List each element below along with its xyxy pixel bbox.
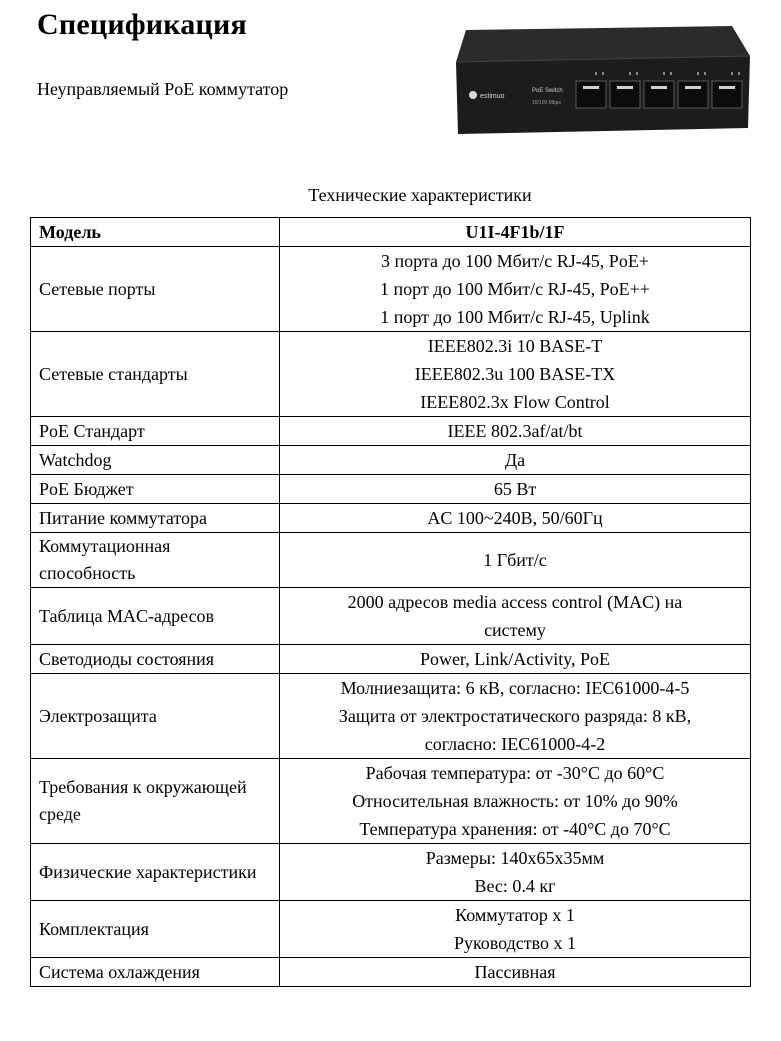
spec-value: 2000 адресов media access control (MAC) на систему [280, 588, 751, 645]
spec-value: Рабочая температура: от -30°C до 60°C Относительная влажность: от 10% до 90% Температура хранения: от -40°C до 70°C [280, 759, 751, 844]
table-row [31, 504, 751, 533]
rj45-port-icon [576, 81, 606, 108]
spec-value: 3 порта до 100 Мбит/с RJ-45, PoE+ 1 порт до 100 Мбит/с RJ-45, PoE++ 1 порт до 100 Мбит/с RJ-45, Uplink [280, 247, 751, 332]
spec-value: Коммутатор x 1 Руководство x 1 [280, 901, 751, 958]
spec-value: 1 Гбит/с [280, 533, 751, 588]
spec-key: Модель [31, 218, 280, 247]
spec-value: Размеры: 140x65x35мм Вес: 0.4 кг [280, 844, 751, 901]
table-row [31, 901, 751, 958]
poe-switch-photo [452, 22, 752, 136]
spec-key: PoE Стандарт [31, 417, 280, 446]
spec-value: U1I-4F1b/1F [280, 218, 751, 247]
table-row [31, 218, 751, 247]
spec-key: Коммутационная способность [31, 533, 280, 588]
spec-value: Молниезащита: 6 кВ, согласно: IEC61000-4-5 Защита от электростатического разряда: 8 кВ, согласно: IEC61000-4-2 [280, 674, 751, 759]
spec-key: Питание коммутатора [31, 504, 280, 533]
rj45-port-icon [610, 81, 640, 108]
table-row [31, 759, 751, 844]
spec-key: Сетевые стандарты [31, 332, 280, 417]
page-title: Спецификация [37, 8, 247, 41]
spec-value: 65 Вт [280, 475, 751, 504]
spec-key: Комплектация [31, 901, 280, 958]
rj45-port-icon [678, 81, 708, 108]
table-caption: Технические характеристики [308, 185, 532, 205]
table-row [31, 844, 751, 901]
spec-value: AC 100~240B, 50/60Гц [280, 504, 751, 533]
table-row [31, 533, 751, 588]
rj45-ports [576, 81, 742, 108]
product-subtitle: Неуправляемый PoE коммутатор [37, 79, 289, 99]
spec-value: IEEE802.3i 10 BASE-T IEEE802.3u 100 BASE-TX IEEE802.3x Flow Control [280, 332, 751, 417]
spec-value: Да [280, 446, 751, 475]
table-row [31, 247, 751, 332]
rj45-port-icon [712, 81, 742, 108]
spec-value: Пассивная [280, 958, 751, 987]
spec-key: Требования к окружающей среде [31, 759, 280, 844]
switch-brand: estimuo [480, 93, 505, 100]
spec-value: Power, Link/Activity, PoE [280, 645, 751, 674]
spec-key: Таблица MAC-адресов [31, 588, 280, 645]
table-row [31, 645, 751, 674]
spec-key: PoE Бюджет [31, 475, 280, 504]
switch-sublabel: 10/100 Mbps [532, 100, 561, 106]
table-row [31, 475, 751, 504]
table-row [31, 446, 751, 475]
spec-table [30, 217, 751, 987]
rj45-port-icon [644, 81, 674, 108]
table-row [31, 332, 751, 417]
spec-value: IEEE 802.3af/at/bt [280, 417, 751, 446]
brand-logo-icon [469, 91, 477, 99]
spec-key: Watchdog [31, 446, 280, 475]
spec-key: Светодиоды состояния [31, 645, 280, 674]
spec-key: Сетевые порты [31, 247, 280, 332]
table-row [31, 588, 751, 645]
switch-label: PoE Switch [532, 88, 563, 94]
table-row [31, 417, 751, 446]
spec-key: Электрозащита [31, 674, 280, 759]
table-row [31, 958, 751, 987]
spec-key: Система охлаждения [31, 958, 280, 987]
table-row [31, 674, 751, 759]
spec-key: Физические характеристики [31, 844, 280, 901]
